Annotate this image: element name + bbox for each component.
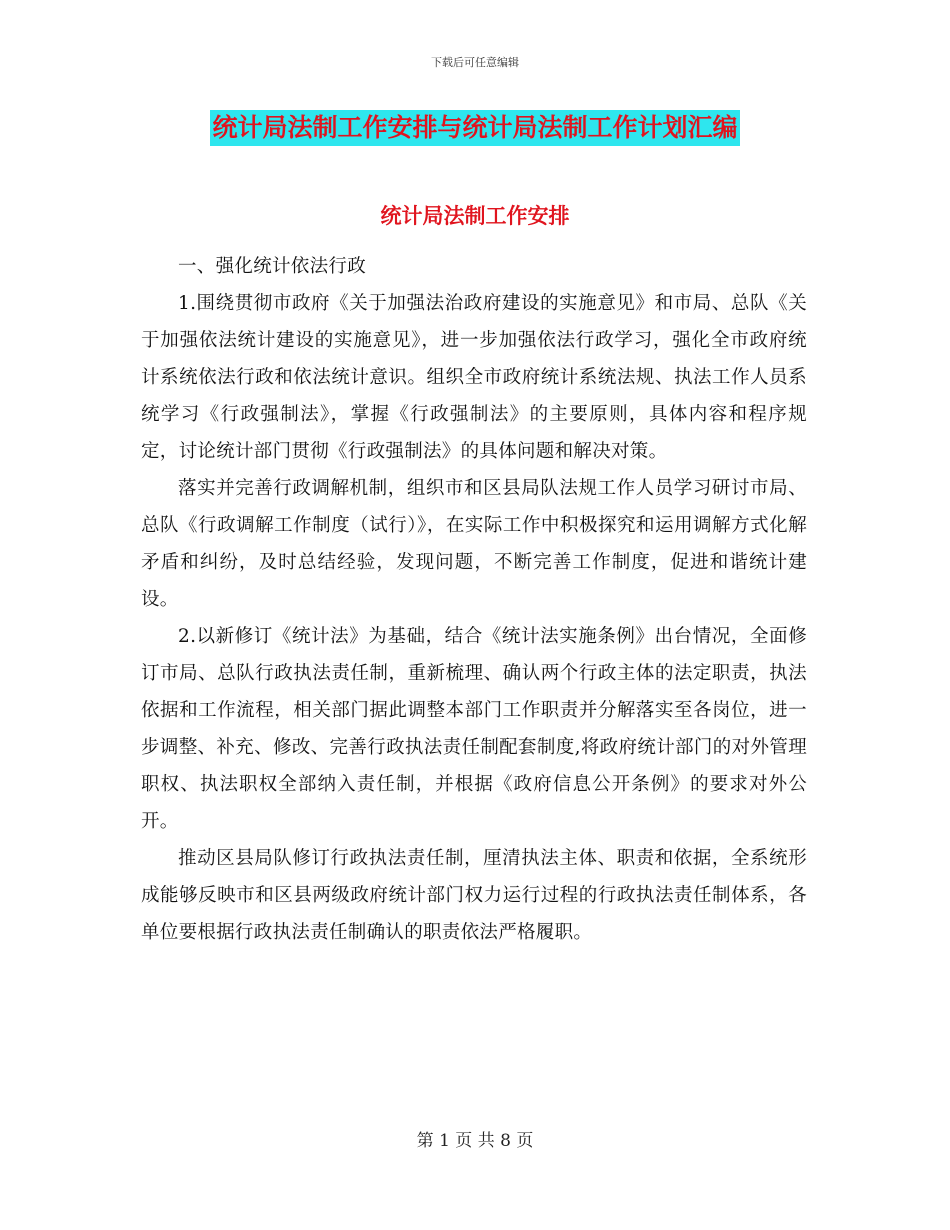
page-number: 第 1 页 共 8 页 bbox=[416, 1131, 534, 1151]
paragraph: 1.围绕贯彻市政府《关于加强法治政府建设的实施意见》和市局、总队《关于加强依法统计建设的实施意见》，进一步加强依法行政学习，强化全市政府统计系统依法行政和依法统计意识。组织全市政府统计系统法规、执法工作人员系统学习《行政强制法》，掌握《行政强制法》的主要原则，具体内容和程序规定，讨论统计部门贯彻《行政强制法》的具体问题和解决对策。 bbox=[141, 293, 807, 462]
paragraph: 2.以新修订《统计法》为基础，结合《统计法实施条例》出台情况，全面修订市局、总队行政执法责任制，重新梳理、确认两个行政主体的法定职责，执法依据和工作流程，相关部门据此调整本部门工作职责并分解落实至各岗位，进一步调整、补充、修改、完善行政执法责任制配套制度,将政府统计部门的对外管理职权、执法职权全部纳入责任制，并根据《政府信息公开条例》的要求对外公开。 bbox=[141, 626, 807, 832]
document-title: 统计局法制工作安排与统计局法制工作计划汇编 bbox=[210, 110, 739, 146]
page-header-note: 下载后可任意编辑 bbox=[431, 56, 519, 69]
section-title: 统计局法制工作安排 bbox=[380, 204, 570, 228]
paragraph-heading: 一、强化统计依法行政 bbox=[178, 256, 367, 277]
document-body bbox=[141, 248, 807, 951]
paragraph: 推动区县局队修订行政执法责任制，厘清执法主体、职责和依据，全系统形成能够反映市和区县两级政府统计部门权力运行过程的行政执法责任制体系，各单位要根据行政执法责任制确认的职责依法严格履职。 bbox=[141, 848, 807, 943]
document-title-container bbox=[0, 110, 950, 146]
paragraph: 落实并完善行政调解机制，组织市和区县局队法规工作人员学习研讨市局、总队《行政调解工作制度（试行）》，在实际工作中积极探究和运用调解方式化解矛盾和纠纷，及时总结经验，发现问题，不断完善工作制度，促进和谐统计建设。 bbox=[141, 478, 807, 610]
